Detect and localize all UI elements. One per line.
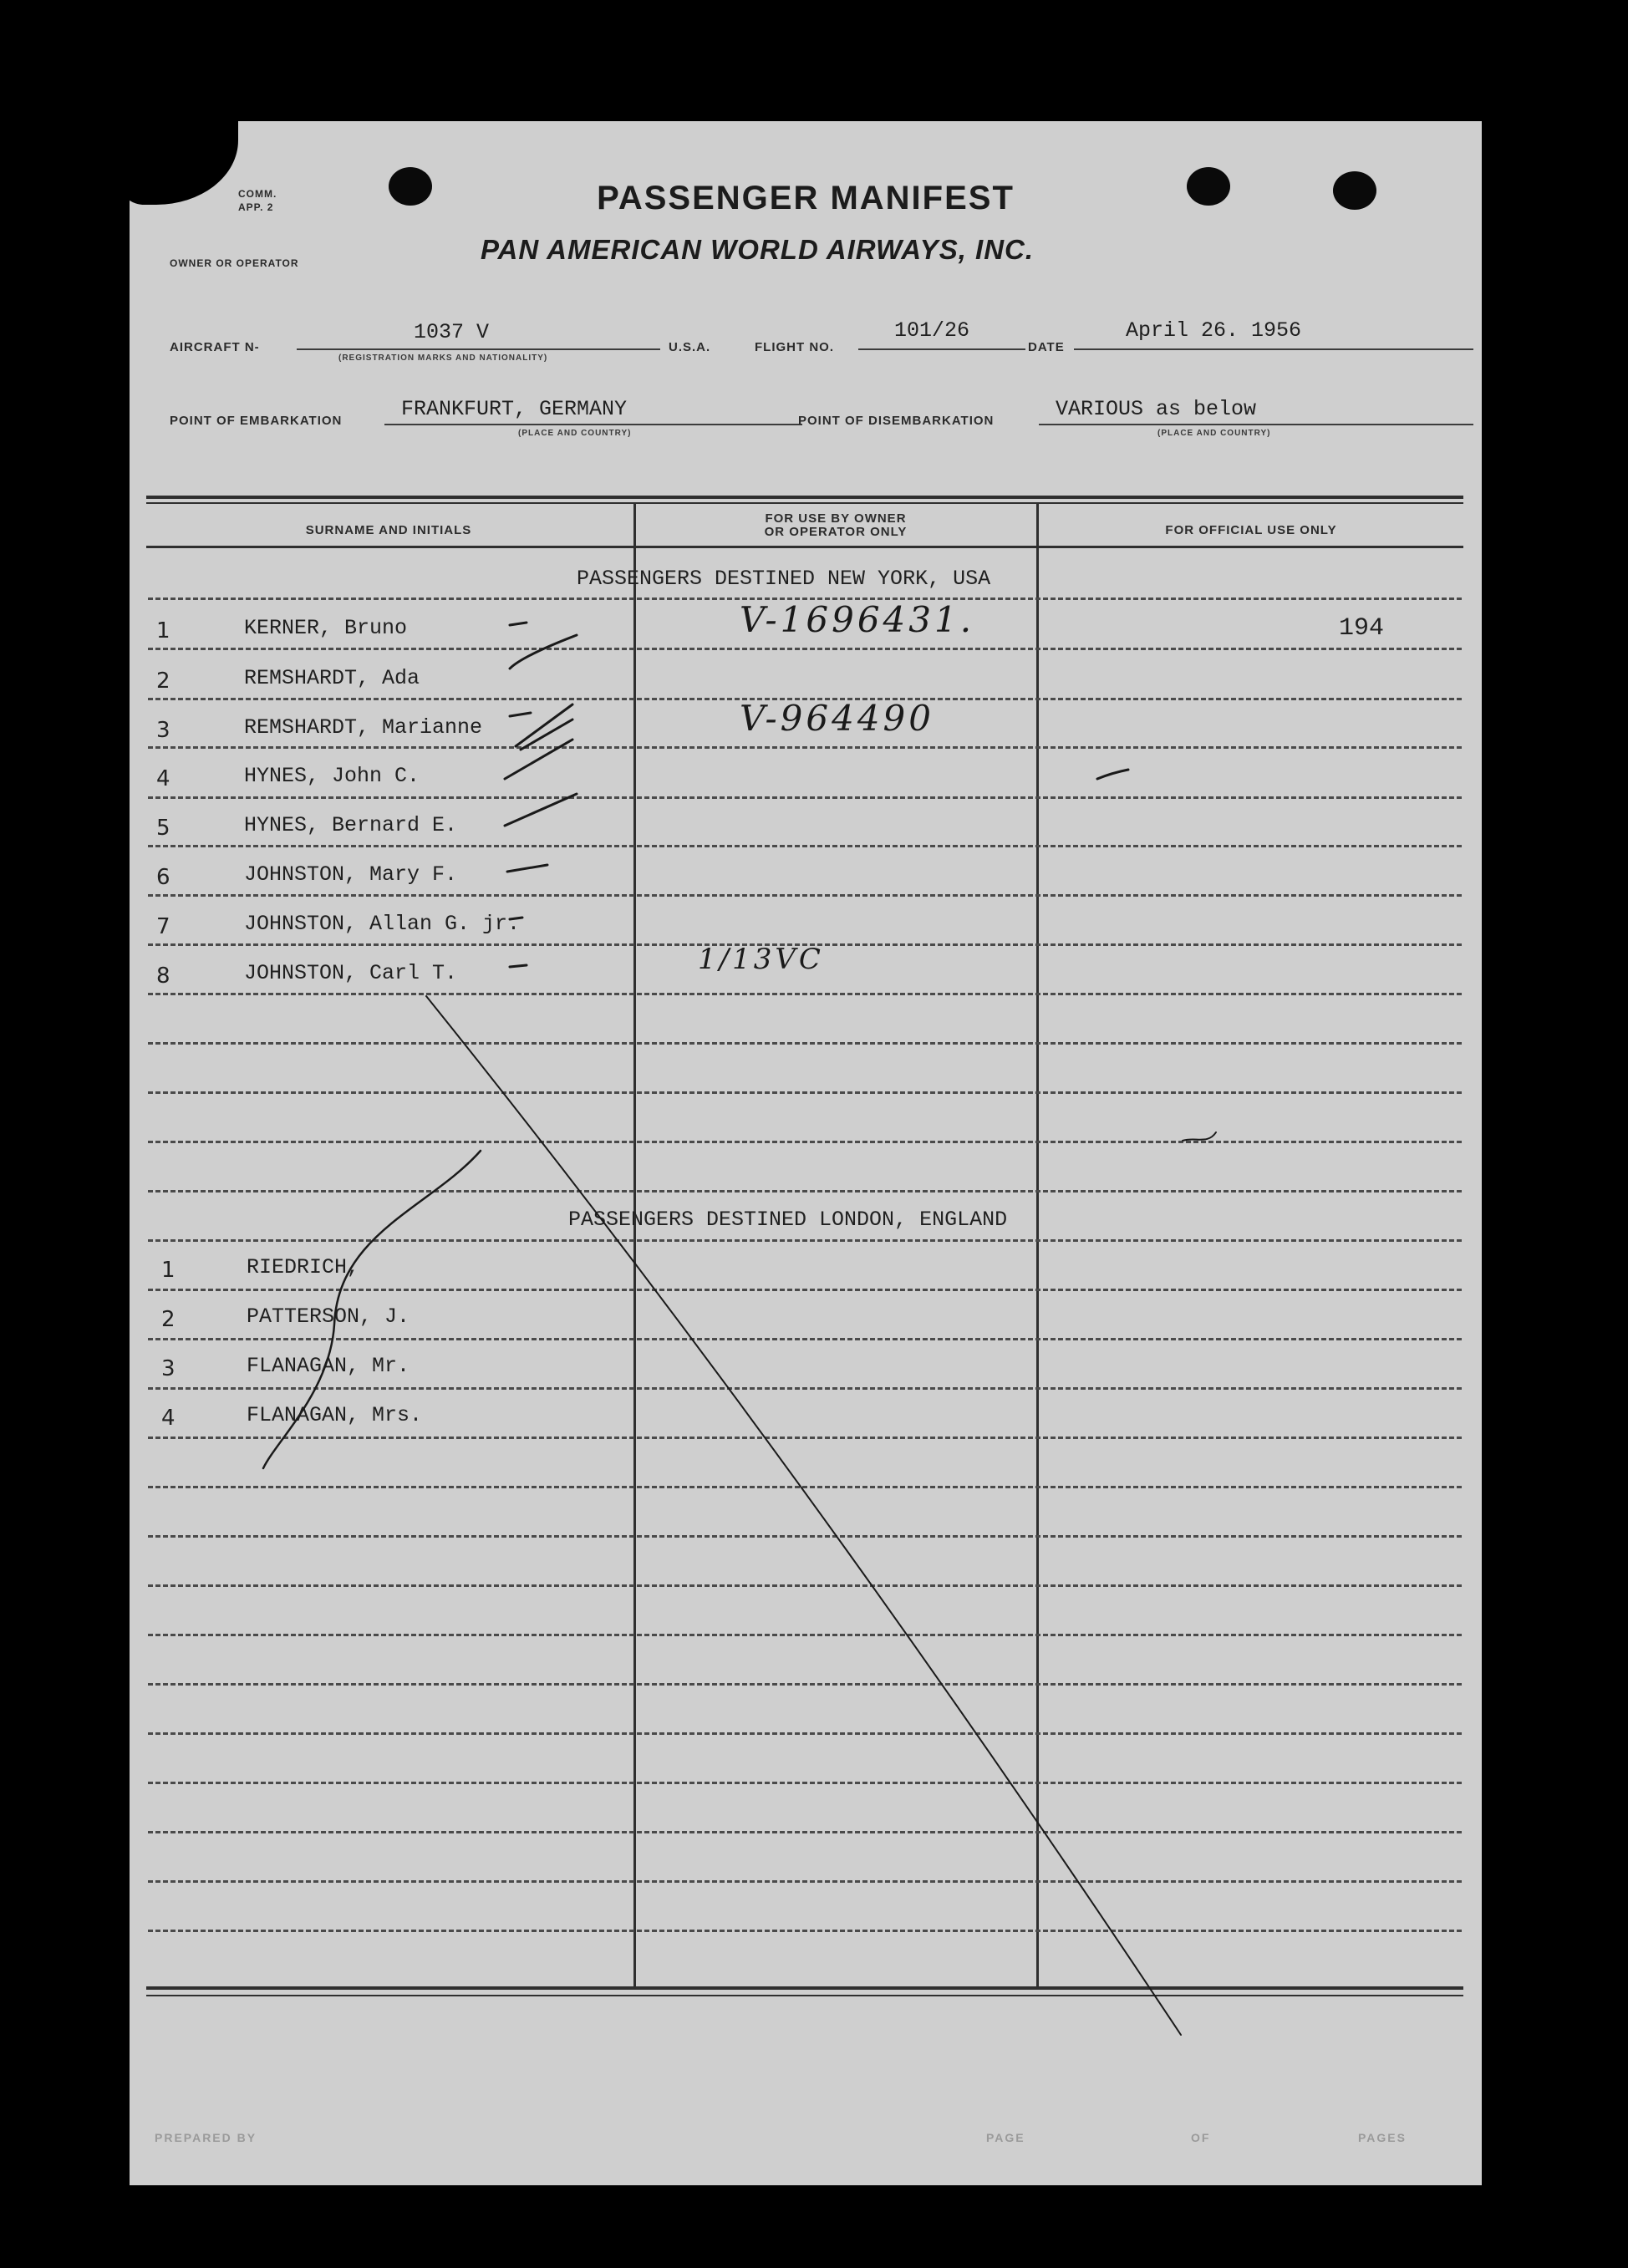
passenger-name: JOHNSTON, Allan G. jr. [244, 912, 521, 936]
column-divider-2 [1036, 504, 1039, 1988]
date-underline [1074, 348, 1473, 350]
embarkation-underline [384, 424, 802, 425]
row-number: 4 [156, 766, 170, 791]
row-rule [148, 1289, 1462, 1291]
date-label: DATE [1028, 340, 1065, 354]
form-ref-line1: COMM. [238, 188, 277, 200]
row-rule [148, 648, 1462, 650]
form-ref-line2: APP. 2 [238, 201, 274, 213]
group-heading-london: PASSENGERS DESTINED LONDON, ENGLAND [568, 1208, 1008, 1232]
row-rule [148, 1091, 1462, 1094]
row-rule [148, 1437, 1462, 1439]
row-rule [148, 1782, 1462, 1784]
manifest-sheet [130, 121, 1482, 2185]
row-rule [148, 1190, 1462, 1192]
owner-label: OWNER OR OPERATOR [170, 257, 299, 269]
embarkation-label: POINT OF EMBARKATION [170, 414, 343, 428]
row-rule [148, 1486, 1462, 1488]
row-rule [148, 1880, 1462, 1883]
row-number: 4 [161, 1406, 176, 1431]
column-official: FOR OFFICIAL USE ONLY [1165, 523, 1337, 537]
passenger-name: RIEDRICH, [247, 1255, 360, 1279]
row-rule [148, 1338, 1462, 1340]
passenger-name: HYNES, John C. [244, 764, 420, 788]
column-surname: SURNAME AND INITIALS [305, 523, 472, 537]
row-number: 1 [156, 618, 170, 643]
aircraft-value: 1037 V [414, 320, 490, 344]
flight-label: FLIGHT NO. [755, 340, 834, 354]
table-bottom-rule [146, 1986, 1463, 1990]
row-rule [148, 1930, 1462, 1932]
row-rule [148, 1042, 1462, 1045]
row-rule [148, 796, 1462, 799]
header-bottom-rule [146, 546, 1463, 548]
row-rule [148, 845, 1462, 847]
row-rule [148, 1239, 1462, 1242]
handwritten-visa-1: V-1696431. [740, 599, 975, 640]
row-number: 2 [161, 1307, 176, 1332]
disembarkation-underline [1039, 424, 1473, 425]
passenger-name: KERNER, Bruno [244, 616, 408, 640]
embarkation-sub: (PLACE AND COUNTRY) [518, 429, 632, 438]
date-value: April 26. 1956 [1126, 318, 1302, 343]
aircraft-underline [297, 348, 660, 350]
row-number: 6 [156, 865, 170, 890]
official-number: 194 [1339, 614, 1385, 643]
table-bottom-rule-2 [146, 1995, 1463, 1996]
row-rule [148, 894, 1462, 897]
group-heading-new-york: PASSENGERS DESTINED NEW YORK, USA [577, 567, 991, 591]
aircraft-label: AIRCRAFT N- [170, 340, 260, 354]
row-number: 8 [156, 964, 170, 989]
row-rule [148, 1831, 1462, 1833]
row-rule [148, 1141, 1462, 1143]
row-rule [148, 993, 1462, 995]
flight-underline [858, 348, 1025, 350]
row-number: 7 [156, 914, 170, 939]
embarkation-value: FRANKFURT, GERMANY [401, 397, 628, 421]
passenger-name: FLANAGAN, Mrs. [247, 1403, 423, 1427]
row-rule [148, 746, 1462, 749]
column-owner-use-1: FOR USE BY OWNER [765, 511, 907, 526]
footer-prepared-by: PREPARED BY [155, 2131, 257, 2144]
row-number: 3 [161, 1356, 176, 1381]
usa-label: U.S.A. [669, 340, 711, 354]
disembarkation-value: VARIOUS as below [1056, 397, 1257, 421]
row-number: 2 [156, 669, 170, 694]
row-rule [148, 1584, 1462, 1587]
passenger-name: PATTERSON, J. [247, 1304, 410, 1329]
airline-name: PAN AMERICAN WORLD AIRWAYS, INC. [481, 234, 1035, 265]
passenger-name: REMSHARDT, Marianne [244, 715, 483, 740]
row-rule [148, 1634, 1462, 1636]
passenger-name: REMSHARDT, Ada [244, 666, 420, 690]
handwritten-note: 1/13VC [698, 943, 824, 976]
aircraft-sub: (REGISTRATION MARKS AND NATIONALITY) [338, 353, 548, 363]
row-number: 5 [156, 816, 170, 841]
row-rule [148, 1535, 1462, 1538]
handwritten-visa-2: V-964490 [740, 698, 934, 739]
pen-marks [130, 121, 1482, 2185]
disembarkation-sub: (PLACE AND COUNTRY) [1157, 429, 1271, 438]
column-divider-1 [633, 504, 636, 1988]
page-title: PASSENGER MANIFEST [597, 180, 1015, 216]
footer-page: PAGE [986, 2131, 1025, 2144]
passenger-name: JOHNSTON, Mary F. [244, 862, 458, 887]
row-rule [148, 1732, 1462, 1735]
passenger-name: HYNES, Bernard E. [244, 813, 458, 837]
row-rule [148, 1387, 1462, 1390]
footer-of: OF [1191, 2131, 1211, 2144]
disembarkation-label: POINT OF DISEMBARKATION [798, 414, 995, 428]
flight-value: 101/26 [894, 318, 970, 343]
footer-pages: PAGES [1358, 2131, 1407, 2144]
row-number: 3 [156, 718, 170, 743]
column-owner-use-2: OR OPERATOR ONLY [764, 525, 908, 539]
passenger-name: JOHNSTON, Carl T. [244, 961, 458, 985]
passenger-name: FLANAGAN, Mr. [247, 1354, 410, 1378]
table-top-rule-2 [146, 502, 1463, 504]
row-rule [148, 1683, 1462, 1686]
table-top-rule [146, 496, 1463, 499]
row-number: 1 [161, 1258, 176, 1283]
